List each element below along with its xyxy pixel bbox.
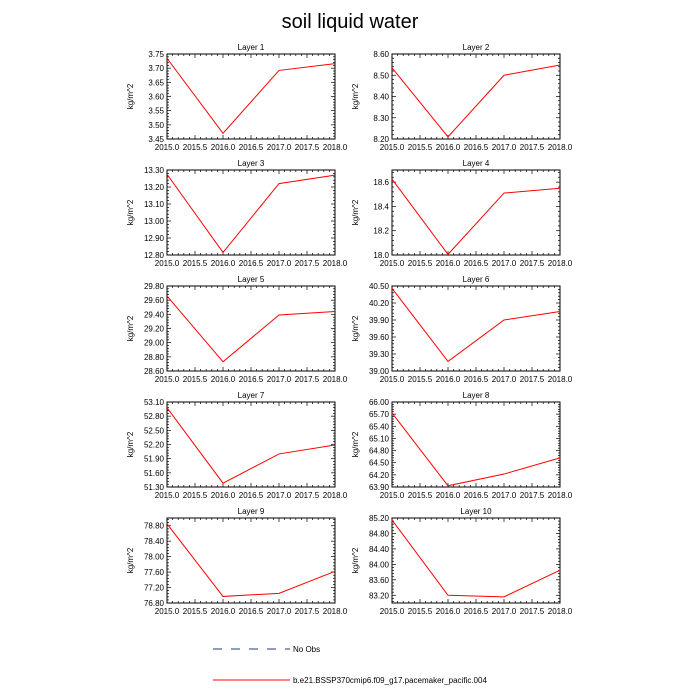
x-tick-label: 2015.5 [182, 143, 208, 152]
y-tick-label: 52.50 [143, 426, 164, 436]
x-tick-label: 2017.5 [294, 375, 320, 384]
panel-layer-2 [351, 43, 573, 152]
x-tick-label: 2018.0 [322, 607, 348, 616]
panel-layer-6 [351, 275, 573, 384]
panels-grid [126, 43, 573, 616]
y-tick-label: 28.80 [143, 352, 164, 362]
panel-title: Layer 4 [462, 159, 490, 168]
plot-frame [392, 286, 560, 371]
series-line [392, 520, 560, 597]
x-tick-label: 2018.0 [322, 491, 348, 500]
x-tick-label: 2015.5 [182, 375, 208, 384]
x-tick-label: 2017.0 [266, 491, 292, 500]
y-tick-label: 77.20 [143, 583, 164, 593]
y-tick-label: 83.60 [368, 575, 389, 585]
panel-title: Layer 7 [237, 391, 265, 400]
x-tick-label: 2015.5 [182, 607, 208, 616]
series-line [167, 524, 335, 597]
y-tick-label: 76.80 [143, 599, 164, 608]
x-tick-label: 2015.5 [407, 491, 433, 500]
panel-layer-3 [126, 159, 348, 268]
x-tick-label: 2015.0 [379, 491, 405, 500]
y-axis-label: kg/m^2 [126, 315, 135, 342]
y-tick-label: 8.30 [373, 113, 389, 123]
y-tick-label: 18.0 [373, 251, 389, 260]
y-tick-label: 40.50 [368, 282, 389, 291]
x-tick-label: 2016.5 [463, 259, 489, 268]
y-tick-label: 29.20 [143, 324, 164, 334]
y-axis-label: kg/m^2 [351, 83, 360, 110]
x-tick-label: 2018.0 [322, 143, 348, 152]
series-line [167, 408, 335, 484]
plot-frame [167, 402, 335, 487]
x-tick-label: 2015.0 [379, 259, 405, 268]
series-line [392, 65, 560, 137]
y-axis-label: kg/m^2 [351, 315, 360, 342]
x-tick-label: 2016.0 [435, 375, 461, 384]
y-tick-label: 83.20 [368, 591, 389, 601]
x-tick-label: 2016.0 [210, 143, 236, 152]
y-tick-label: 3.50 [148, 120, 164, 130]
x-tick-label: 2017.0 [491, 143, 517, 152]
x-tick-label: 2017.0 [491, 375, 517, 384]
panel-title: Layer 2 [462, 43, 490, 52]
panel-layer-1 [126, 43, 348, 152]
series-line [392, 413, 560, 486]
y-tick-label: 40.20 [368, 299, 389, 308]
y-axis-label: kg/m^2 [351, 547, 360, 574]
y-tick-label: 51.90 [143, 454, 164, 464]
x-tick-label: 2018.0 [322, 259, 348, 268]
y-tick-label: 52.80 [143, 412, 164, 422]
panel-layer-7 [126, 391, 348, 500]
y-tick-label: 78.80 [143, 521, 164, 531]
panel-layer-9 [126, 507, 348, 616]
panel-title: Layer 10 [460, 507, 492, 516]
y-tick-label: 39.90 [368, 316, 389, 325]
x-tick-label: 2016.5 [238, 259, 264, 268]
y-tick-label: 3.55 [148, 106, 164, 116]
y-tick-label: 13.20 [143, 183, 164, 192]
x-tick-label: 2017.0 [491, 491, 517, 500]
panel-title: Layer 9 [237, 507, 265, 516]
panel-title: Layer 1 [237, 43, 265, 52]
y-tick-label: 3.70 [148, 64, 164, 74]
y-tick-label: 65.70 [368, 410, 389, 420]
x-tick-label: 2016.5 [238, 375, 264, 384]
y-tick-label: 77.60 [143, 568, 164, 578]
y-tick-label: 39.00 [368, 367, 389, 376]
x-tick-label: 2017.5 [294, 143, 320, 152]
x-tick-label: 2017.0 [266, 375, 292, 384]
y-tick-label: 84.40 [368, 544, 389, 554]
x-tick-label: 2016.0 [210, 607, 236, 616]
y-tick-label: 84.80 [368, 529, 389, 539]
y-tick-label: 39.60 [368, 333, 389, 342]
y-tick-label: 28.60 [143, 367, 164, 376]
y-tick-label: 66.00 [368, 398, 389, 407]
y-tick-label: 12.90 [143, 234, 164, 243]
x-tick-label: 2015.0 [154, 259, 180, 268]
panel-title: Layer 8 [462, 391, 490, 400]
x-tick-label: 2018.0 [322, 375, 348, 384]
x-tick-label: 2017.5 [294, 491, 320, 500]
page-title: soil liquid water [281, 11, 419, 33]
panel-layer-10 [351, 507, 573, 616]
y-tick-label: 78.40 [143, 537, 164, 547]
x-tick-label: 2015.5 [407, 259, 433, 268]
x-tick-label: 2017.5 [519, 143, 545, 152]
y-tick-label: 13.10 [143, 200, 164, 209]
y-axis-label: kg/m^2 [126, 199, 135, 226]
y-tick-label: 3.60 [148, 92, 164, 102]
y-axis-label: kg/m^2 [351, 199, 360, 226]
series-line [392, 288, 560, 361]
x-tick-label: 2015.0 [154, 491, 180, 500]
x-tick-label: 2016.5 [463, 491, 489, 500]
y-tick-label: 64.20 [368, 470, 389, 480]
plot-frame [392, 402, 560, 487]
x-tick-label: 2016.5 [238, 143, 264, 152]
y-tick-label: 29.60 [143, 296, 164, 306]
panel-layer-5 [126, 275, 348, 384]
x-tick-label: 2017.5 [519, 375, 545, 384]
x-tick-label: 2016.5 [463, 143, 489, 152]
panel-title: Layer 5 [237, 275, 265, 284]
x-tick-label: 2017.0 [266, 607, 292, 616]
panel-title: Layer 6 [462, 275, 490, 284]
x-tick-label: 2017.5 [294, 259, 320, 268]
y-tick-label: 64.50 [368, 458, 389, 468]
panel-layer-8 [351, 391, 573, 500]
x-tick-label: 2018.0 [547, 607, 573, 616]
x-tick-label: 2015.0 [154, 375, 180, 384]
plot-frame [167, 170, 335, 255]
x-tick-label: 2016.0 [435, 607, 461, 616]
legend-no-obs-label: No Obs [293, 645, 321, 654]
y-tick-label: 52.20 [143, 440, 164, 450]
x-tick-label: 2016.0 [435, 143, 461, 152]
y-tick-label: 64.80 [368, 446, 389, 456]
y-tick-label: 29.40 [143, 310, 164, 320]
x-tick-label: 2016.5 [463, 375, 489, 384]
legend [213, 645, 487, 685]
y-axis-label: kg/m^2 [351, 431, 360, 458]
x-tick-label: 2018.0 [547, 143, 573, 152]
y-tick-label: 3.65 [148, 78, 164, 88]
y-tick-label: 51.30 [143, 483, 164, 492]
x-tick-label: 2015.5 [182, 259, 208, 268]
x-tick-label: 2015.0 [379, 375, 405, 384]
x-tick-label: 2017.0 [491, 607, 517, 616]
y-tick-label: 3.45 [148, 135, 164, 144]
x-tick-label: 2015.0 [379, 607, 405, 616]
y-tick-label: 65.40 [368, 422, 389, 432]
y-tick-label: 78.00 [143, 552, 164, 562]
y-tick-label: 39.30 [368, 350, 389, 359]
y-tick-label: 18.4 [373, 202, 389, 212]
y-tick-label: 29.80 [143, 282, 164, 291]
y-tick-label: 8.60 [373, 50, 389, 59]
x-tick-label: 2015.5 [407, 607, 433, 616]
series-line [167, 296, 335, 362]
legend-model-label: b.e21.BSSP370cmip6.f09_g17.pacemaker_pacific.004 [293, 676, 487, 685]
y-tick-label: 8.40 [373, 92, 389, 102]
x-tick-label: 2016.5 [238, 491, 264, 500]
plot-frame [167, 518, 335, 603]
plot-frame [167, 286, 335, 371]
x-tick-label: 2017.5 [519, 607, 545, 616]
x-tick-label: 2016.0 [210, 259, 236, 268]
y-tick-label: 8.20 [373, 135, 389, 144]
x-tick-label: 2016.5 [463, 607, 489, 616]
x-tick-label: 2016.0 [210, 491, 236, 500]
y-tick-label: 53.10 [143, 398, 164, 407]
x-tick-label: 2018.0 [547, 491, 573, 500]
y-tick-label: 85.20 [368, 514, 389, 523]
x-tick-label: 2018.0 [547, 259, 573, 268]
series-line [392, 179, 560, 254]
y-tick-label: 18.6 [373, 178, 389, 188]
series-line [167, 58, 335, 133]
y-tick-label: 29.00 [143, 338, 164, 348]
x-tick-label: 2015.5 [407, 143, 433, 152]
x-tick-label: 2015.0 [154, 607, 180, 616]
x-tick-label: 2016.0 [435, 259, 461, 268]
x-tick-label: 2015.5 [407, 375, 433, 384]
y-tick-label: 65.10 [368, 434, 389, 444]
y-tick-label: 12.80 [143, 251, 164, 260]
y-tick-label: 13.00 [143, 217, 164, 226]
y-tick-label: 84.00 [368, 560, 389, 570]
x-tick-label: 2016.0 [435, 491, 461, 500]
panel-title: Layer 3 [237, 159, 265, 168]
y-tick-label: 13.30 [143, 166, 164, 175]
x-tick-label: 2015.0 [154, 143, 180, 152]
plot-frame [392, 54, 560, 139]
x-tick-label: 2016.5 [238, 607, 264, 616]
x-tick-label: 2018.0 [547, 375, 573, 384]
plot-frame [392, 518, 560, 603]
x-tick-label: 2017.5 [294, 607, 320, 616]
y-axis-label: kg/m^2 [126, 547, 135, 574]
y-axis-label: kg/m^2 [126, 431, 135, 458]
y-tick-label: 51.60 [143, 468, 164, 478]
y-tick-label: 8.50 [373, 71, 389, 81]
x-tick-label: 2015.5 [182, 491, 208, 500]
x-tick-label: 2017.0 [491, 259, 517, 268]
x-tick-label: 2017.0 [266, 259, 292, 268]
y-tick-label: 3.75 [148, 50, 164, 59]
x-tick-label: 2016.0 [210, 375, 236, 384]
x-tick-label: 2015.0 [379, 143, 405, 152]
y-tick-label: 63.90 [368, 483, 389, 492]
panel-layer-4 [351, 159, 573, 268]
y-tick-label: 18.2 [373, 226, 389, 236]
x-tick-label: 2017.5 [519, 491, 545, 500]
y-axis-label: kg/m^2 [126, 83, 135, 110]
x-tick-label: 2017.5 [519, 259, 545, 268]
x-tick-label: 2017.0 [266, 143, 292, 152]
series-line [167, 174, 335, 252]
